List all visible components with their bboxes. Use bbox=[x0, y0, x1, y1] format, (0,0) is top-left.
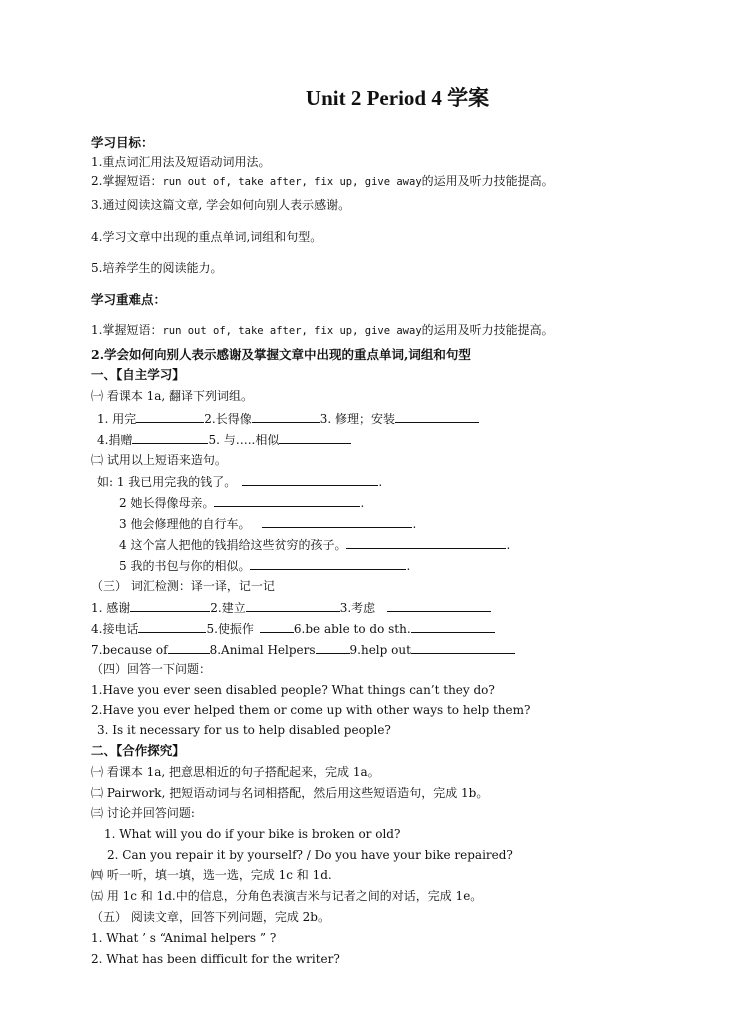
vocab-item-7: 7.because of bbox=[91, 643, 168, 657]
answer-blank[interactable] bbox=[395, 410, 479, 423]
vocab-item-5: 5.使振作 bbox=[206, 622, 254, 636]
part1-section-1: ㈠ 看课本 1a, 翻译下列词组。 bbox=[91, 389, 254, 403]
question-2: 2.Have you ever helped them or come up with other ways to help them? bbox=[91, 703, 531, 717]
answer-blank[interactable] bbox=[252, 410, 320, 423]
goal-2 bbox=[91, 173, 554, 190]
translate-item-3: 3. 修理；安装 bbox=[319, 412, 395, 426]
goal-2-suffix: 的运用及听力技能提高。 bbox=[421, 174, 554, 188]
goal-2-phrases: run out of, take after, fix up, give away bbox=[162, 176, 422, 188]
answer-blank[interactable] bbox=[316, 641, 350, 654]
goal-5: 5.培养学生的阅读能力。 bbox=[91, 261, 223, 275]
part2-heading: 二、【合作探究】 bbox=[91, 743, 185, 758]
translate-item-1: 1. 用完 bbox=[97, 412, 137, 426]
key-point-2: 2.学会如何向别人表示感谢及掌握文章中出现的重点单词,词组和句型 bbox=[91, 347, 471, 362]
answer-blank[interactable] bbox=[411, 620, 495, 633]
goal-2-prefix: 2.掌握短语： bbox=[91, 174, 163, 188]
part1-section-4: （四）回答一下问题： bbox=[91, 662, 212, 676]
vocab-row-1 bbox=[91, 599, 491, 616]
part2-task-3: ㈢ 讨论并回答问题: bbox=[91, 806, 195, 820]
vocab-item-8: 8.Animal Helpers bbox=[209, 643, 316, 657]
sentence-example-1: 如: 1 我已用完我的钱了。 . bbox=[97, 475, 383, 489]
question-1: 1.Have you ever seen disabled people? What things can’t they do? bbox=[91, 683, 495, 697]
translate-item-4: 4.捐赠 bbox=[97, 433, 133, 447]
answer-blank[interactable] bbox=[279, 431, 351, 444]
answer-blank[interactable] bbox=[242, 473, 378, 486]
vocab-item-1: 1. 感谢 bbox=[91, 601, 131, 615]
answer-blank[interactable] bbox=[346, 536, 506, 549]
answer-blank[interactable] bbox=[260, 620, 294, 633]
answer-blank[interactable] bbox=[411, 641, 515, 654]
part1-section-3: （三） 词汇检测：译一译，记一记 bbox=[91, 579, 275, 593]
answer-blank[interactable] bbox=[130, 599, 210, 612]
answer-blank[interactable] bbox=[250, 557, 406, 570]
part2-task-1: ㈠ 看课本 1a, 把意思相近的句子搭配起来，完成 1a。 bbox=[91, 765, 380, 779]
vocab-row-2 bbox=[91, 620, 495, 637]
translate-row-2 bbox=[97, 431, 351, 448]
answer-blank[interactable] bbox=[132, 431, 208, 444]
part2-task-6: （五） 阅读文章，回答下列问题，完成 2b。 bbox=[91, 910, 330, 924]
answer-blank[interactable] bbox=[136, 410, 204, 423]
answer-blank[interactable] bbox=[138, 620, 206, 633]
vocab-item-4: 4.接电话 bbox=[91, 622, 139, 636]
reading-question-2: 2. What has been difficult for the writer? bbox=[91, 952, 340, 966]
sentence-example-2: 2 她长得像母亲。 . bbox=[119, 496, 365, 510]
part1-heading: 一、【自主学习】 bbox=[91, 367, 185, 382]
discussion-question-2: 2. Can you repair it by yourself? / Do you have your bike repaired? bbox=[107, 848, 513, 862]
sentence-prompt-1: 如: 1 我已用完我的钱了。 bbox=[97, 475, 237, 489]
sentence-prompt-3: 3 他会修理他的自行车。 bbox=[119, 517, 251, 531]
key-point-1-phrases: run out of, take after, fix up, give away bbox=[162, 325, 422, 337]
translate-item-2: 2.长得像 bbox=[204, 412, 252, 426]
vocab-item-9: 9.help out bbox=[349, 643, 411, 657]
part1-section-2: ㈡ 试用以上短语来造句。 bbox=[91, 453, 227, 467]
sentence-example-3: 3 他会修理他的自行车。 . bbox=[119, 517, 417, 531]
sentence-example-5: 5 我的书包与你的相似。 . bbox=[119, 559, 411, 573]
part2-task-2: ㈡ Pairwork, 把短语动词与名词相搭配，然后用这些短语造句，完成 1b。 bbox=[91, 786, 489, 800]
goals-heading: 学习目标： bbox=[91, 135, 154, 150]
key-point-1-suffix: 的运用及听力技能提高。 bbox=[421, 323, 554, 337]
question-3: 3. Is it necessary for us to help disabled people? bbox=[97, 723, 391, 737]
translate-row-1 bbox=[97, 410, 479, 427]
answer-blank[interactable] bbox=[262, 515, 412, 528]
page-title: Unit 2 Period 4 学案 bbox=[305, 86, 490, 110]
vocab-item-3: 3.考虑 bbox=[339, 601, 376, 615]
answer-blank[interactable] bbox=[387, 599, 491, 612]
sentence-example-4: 4 这个富人把他的钱捐给这些贫穷的孩子。 . bbox=[119, 538, 511, 552]
sentence-prompt-2: 2 她长得像母亲。 bbox=[119, 496, 215, 510]
part2-task-4: ㈣ 听一听，填一填，选一选，完成 1c 和 1d. bbox=[91, 868, 332, 882]
key-points-heading: 学习重难点： bbox=[91, 292, 167, 307]
goal-3: 3.通过阅读这篇文章, 学会如何向别人表示感谢。 bbox=[91, 198, 351, 212]
sentence-prompt-5: 5 我的书包与你的相似。 bbox=[119, 559, 251, 573]
key-point-1-prefix: 1.掌握短语： bbox=[91, 323, 163, 337]
reading-question-1: 1. What ’ s “Animal helpers ” ? bbox=[91, 931, 277, 945]
part2-task-5: ㈤ 用 1c 和 1d.中的信息，分角色表演吉米与记者之间的对话，完成 1e。 bbox=[91, 889, 483, 903]
vocab-row-3 bbox=[91, 641, 515, 658]
answer-blank[interactable] bbox=[214, 494, 360, 507]
discussion-question-1: 1. What will you do if your bike is broken or old? bbox=[104, 827, 401, 841]
answer-blank[interactable] bbox=[168, 641, 210, 654]
sentence-prompt-4: 4 这个富人把他的钱捐给这些贫穷的孩子。 bbox=[119, 538, 347, 552]
translate-item-5: 5. 与…..相似 bbox=[208, 433, 280, 447]
answer-blank[interactable] bbox=[246, 599, 340, 612]
key-point-1 bbox=[91, 322, 554, 339]
vocab-item-6: 6.be able to do sth. bbox=[293, 622, 411, 636]
goal-4: 4.学习文章中出现的重点单词,词组和句型。 bbox=[91, 230, 323, 244]
goal-1: 1.重点词汇用法及短语动词用法。 bbox=[91, 155, 271, 169]
vocab-item-2: 2.建立 bbox=[210, 601, 246, 615]
